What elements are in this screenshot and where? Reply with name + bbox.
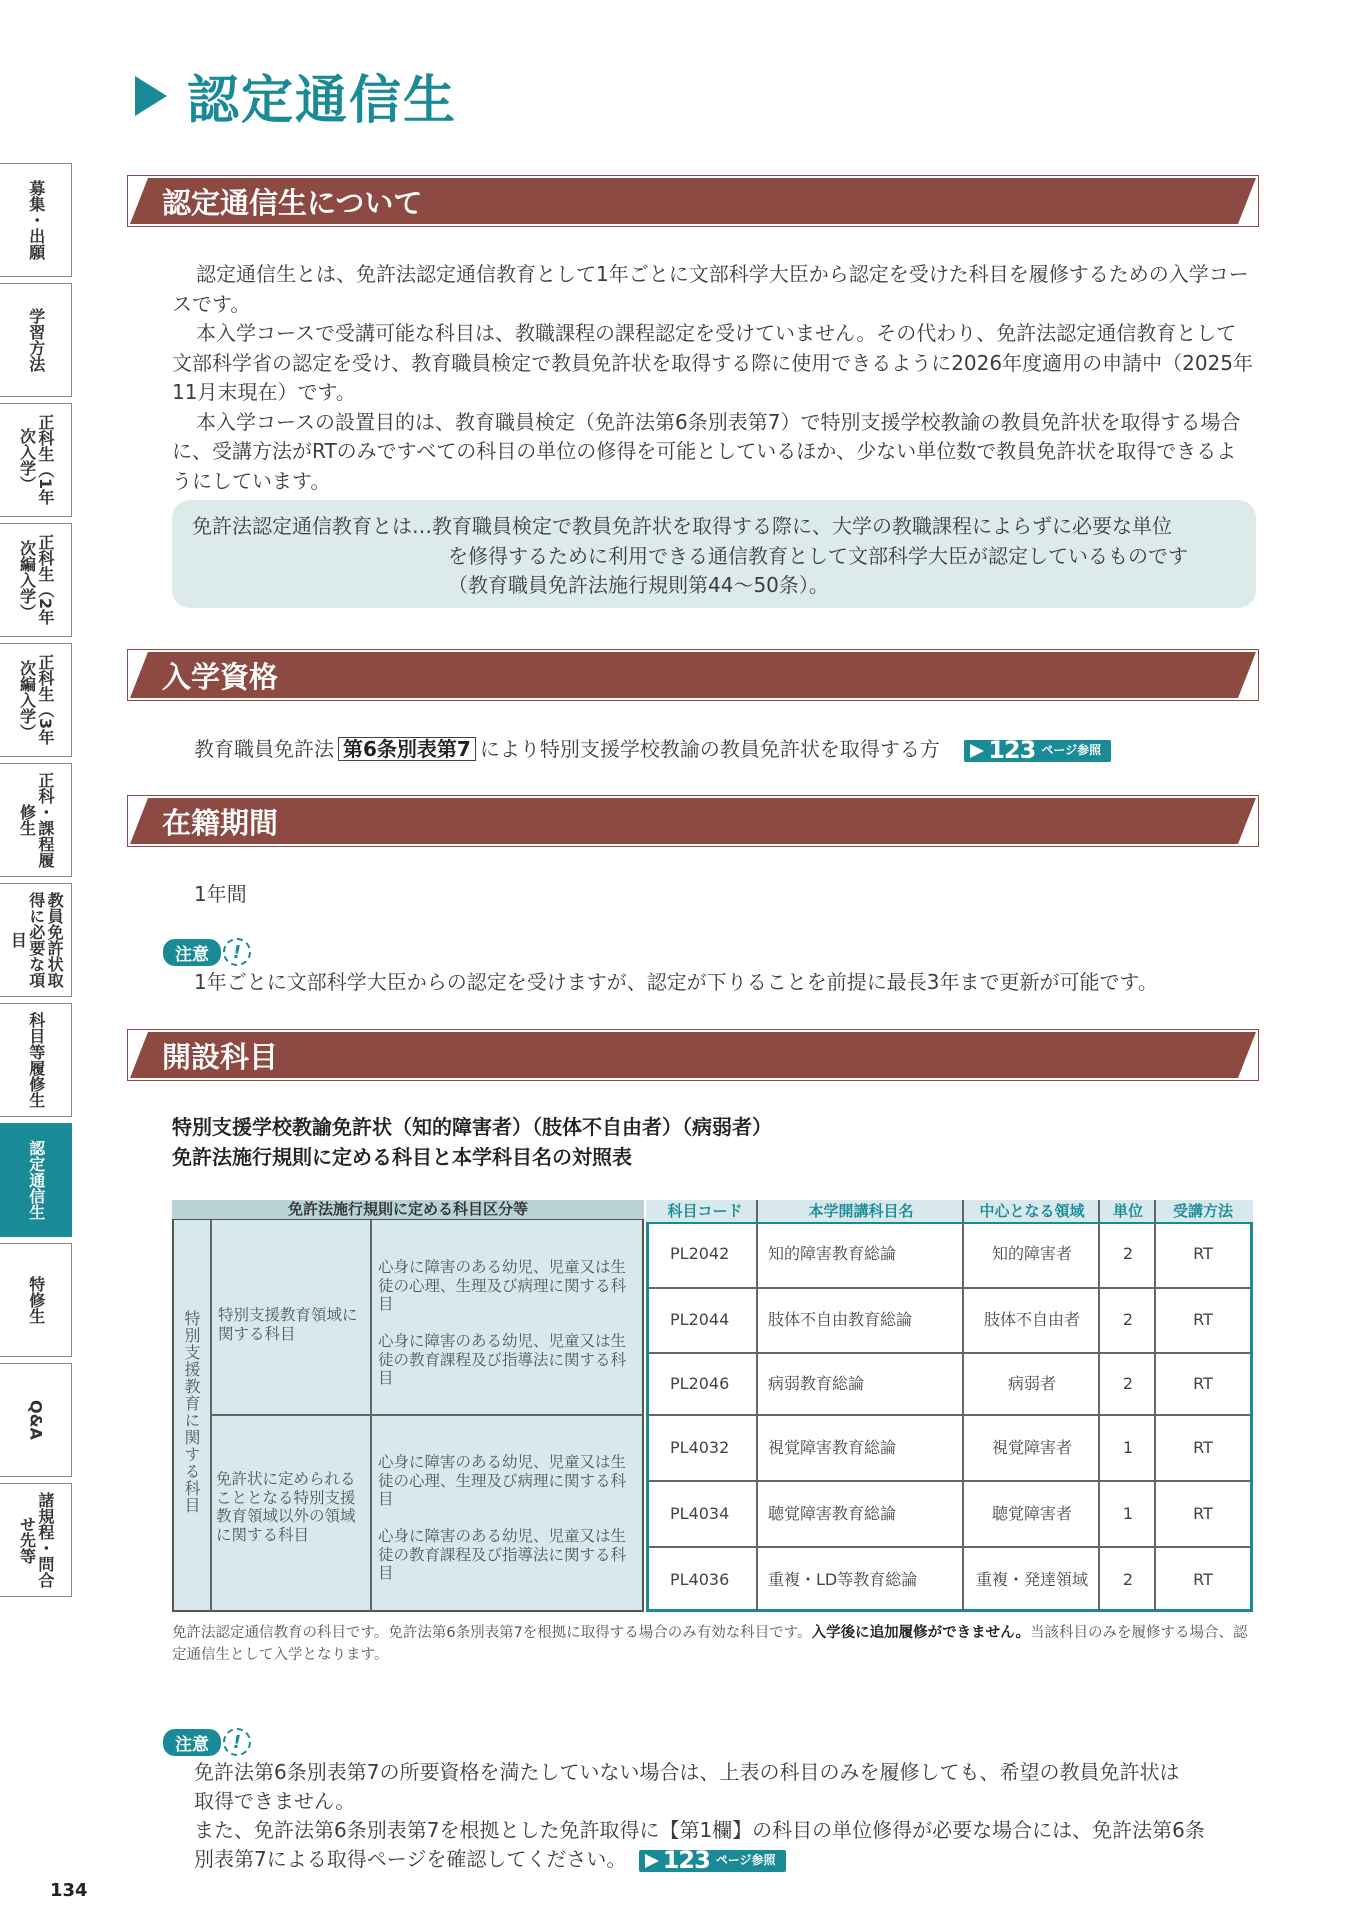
tab-certified-correspondence[interactable]: 認定通信生 bbox=[0, 1123, 72, 1237]
period-value: 1年間 bbox=[194, 882, 247, 906]
definition-note: 免許法認定通信教育とは…教育職員検定で教員免許状を取得する際に、大学の教職課程によらずに必要な単位 を修得するために利用できる通信教育として文部科学大臣が認定しているものです （教育職員免許法施行規則第44〜50条）。 bbox=[172, 500, 1256, 608]
tab-course-student[interactable]: 正科・課程履修生 bbox=[0, 763, 72, 877]
tab-qa[interactable]: Q&A bbox=[0, 1363, 72, 1477]
col-header-name: 本学開講科目名 bbox=[808, 1202, 914, 1220]
tab-regular-3[interactable]: 正科生（3年次編入学） bbox=[0, 643, 72, 757]
section-header-about: 認定通信生について bbox=[130, 178, 1256, 224]
tab-special-student[interactable]: 特修生 bbox=[0, 1243, 72, 1357]
group-description: 心身に障害のある幼児、児童又は生徒の教育課程及び指導法に関する科目 bbox=[378, 1332, 627, 1387]
eligibility-text: 教育職員免許法 第6条別表第7 により特別支援学校教諭の教員免許状を取得する方 123 ページ参照 bbox=[194, 735, 1111, 764]
about-paragraph: 本入学コースで受講可能な科目は、教職課程の課程認定を受けていません。その代わり、免許法認定通信教育として文部科学省の認定を受け、教育職員検定で教員免許状を取得する際に使用できるように2026年度適用の申請中（2025年11月末現在）です。 bbox=[172, 321, 1253, 404]
col-header-code: 科目コード bbox=[667, 1202, 743, 1220]
tab-study-method[interactable]: 学習方法 bbox=[0, 283, 72, 397]
side-tabs bbox=[0, 163, 72, 1603]
boxed-term: 第6条別表第7 bbox=[338, 737, 476, 761]
about-paragraph: 本入学コースの設置目的は、教育職員検定（免許法第6条別表第7）で特別支援学校教諭の教員免許状を取得する場合に、受講方法がRTのみですべての科目の単位の修得を可能としているほか、少ない単位数で教員免許状を取得できるようにしています。 bbox=[172, 409, 1241, 493]
triangle-icon bbox=[135, 76, 167, 116]
section-header-courses: 開設科目 bbox=[130, 1032, 1256, 1078]
section-header-enrollment-period: 在籍期間 bbox=[130, 798, 1256, 844]
group-description: 心身に障害のある幼児、児童又は生徒の教育課程及び指導法に関する科目 bbox=[378, 1527, 627, 1582]
exclamation-icon: ! bbox=[223, 938, 251, 966]
page-ref-link[interactable]: 123 ページ参照 bbox=[639, 1850, 786, 1872]
arrow-icon bbox=[645, 1854, 659, 1868]
caution-badge: 注意 ! bbox=[163, 1728, 251, 1756]
caution-text: 1年ごとに文部科学大臣からの認定を受けますが、認定が下りることを前提に最長3年まで更新が可能です。 bbox=[194, 970, 1158, 994]
tab-recruit[interactable]: 募集・出願 bbox=[0, 163, 72, 277]
tab-license-items[interactable]: 教員免許状取得に必要な項目 bbox=[0, 883, 72, 997]
caution-badge: 注意 ! bbox=[163, 938, 251, 966]
tab-subject-student[interactable]: 科目等履修生 bbox=[0, 1003, 72, 1117]
vertical-category-label: 特別支援教育に関する科目 bbox=[182, 1310, 201, 1514]
caution-text: 免許法第6条別表第7の所要資格を満たしていない場合は、上表の科目のみを履修しても、希望の教員免許状は 取得できません。 また、免許法第6条別表第7を根拠とした免許取得に【第1欄】の科目の単位修得が必要な場合には、免許法第6条 別表第7による取得ページを確認してください。 123 ページ参照 bbox=[194, 1760, 1205, 1874]
tab-regular-2[interactable]: 正科生（2年次編入学） bbox=[0, 523, 72, 637]
group-name: 特別支援教育領域に関する科目 bbox=[218, 1306, 358, 1343]
group-name: 免許状に定められることとなる特別支援教育領域以外の領域に関する科目 bbox=[216, 1470, 356, 1544]
exclamation-icon: ! bbox=[223, 1728, 251, 1756]
table-title: 特別支援学校教諭免許状（知的障害者）（肢体不自由者）（病弱者） 免許法施行規則に定める科目と本学科目名の対照表 bbox=[172, 1115, 772, 1169]
about-body bbox=[172, 260, 1256, 496]
course-table: 免許法施行規則に定める科目区分等 特別支援教育に関する科目 特別支援教育領域に関する科目 心身に障害のある幼児、児童又は生徒の心理、生理及び病理に関する科目 心身に障害のある幼児、児童又は生徒の教育課程及び指導法に関する科目 免許状に定められることとなる特別支援教育領域以外の領域に関する科目 心身に障害のある幼児、児童又は生徒の心理、生理及び病理に関する科目 心身に障害のある幼児、児童又は生徒の教育課程及び指導法に関する科目 科目コード 本学開講科目名 中心となる領域 単位 受講方法 PL2042 知的障害教育総論 知的障害者 2 RT PL2044 肢体不自由教育総論 肢体不自由者 2 RT PL2046 病弱教育総論 病弱者 2 RT PL4032 視覚障害教育総論 視覚障害者 1 RT PL4034 聴覚障害教育総論 聴覚障害者 1 RT PL4036 重複・LD等教育総論 重複・発達領域 2 RT bbox=[172, 1200, 1253, 1612]
page-ref-link[interactable]: 123 ページ参照 bbox=[964, 740, 1111, 762]
group-description: 心身に障害のある幼児、児童又は生徒の心理、生理及び病理に関する科目 bbox=[378, 1258, 627, 1313]
page-number: 134 bbox=[50, 1880, 88, 1901]
col-header-method: 受講方法 bbox=[1172, 1202, 1233, 1220]
page-title: 認定通信生 bbox=[135, 58, 457, 133]
about-paragraph: 認定通信生とは、免許法認定通信教育として1年ごとに文部科学大臣から認定を受けた科目を履修するための入学コースです。 bbox=[172, 262, 1249, 316]
section-header-eligibility: 入学資格 bbox=[130, 652, 1256, 698]
col-header-area: 中心となる領域 bbox=[979, 1202, 1085, 1220]
group-description: 心身に障害のある幼児、児童又は生徒の心理、生理及び病理に関する科目 bbox=[378, 1453, 627, 1508]
tab-rules-contact[interactable]: 諸規程・問合せ先等 bbox=[0, 1483, 72, 1597]
table-footnote: 免許法認定通信教育の科目です。免許法第6条別表第7を根拠に取得する場合のみ有効な科目です。入学後に追加履修ができません。当該科目のみを履修する場合、認定通信生として入学となります。 bbox=[172, 1625, 1248, 1663]
arrow-icon bbox=[970, 744, 984, 758]
col-header-units: 単位 bbox=[1112, 1202, 1143, 1220]
tab-regular-1[interactable]: 正科生（1年次入学） bbox=[0, 403, 72, 517]
category-header: 免許法施行規則に定める科目区分等 bbox=[172, 1200, 644, 1220]
